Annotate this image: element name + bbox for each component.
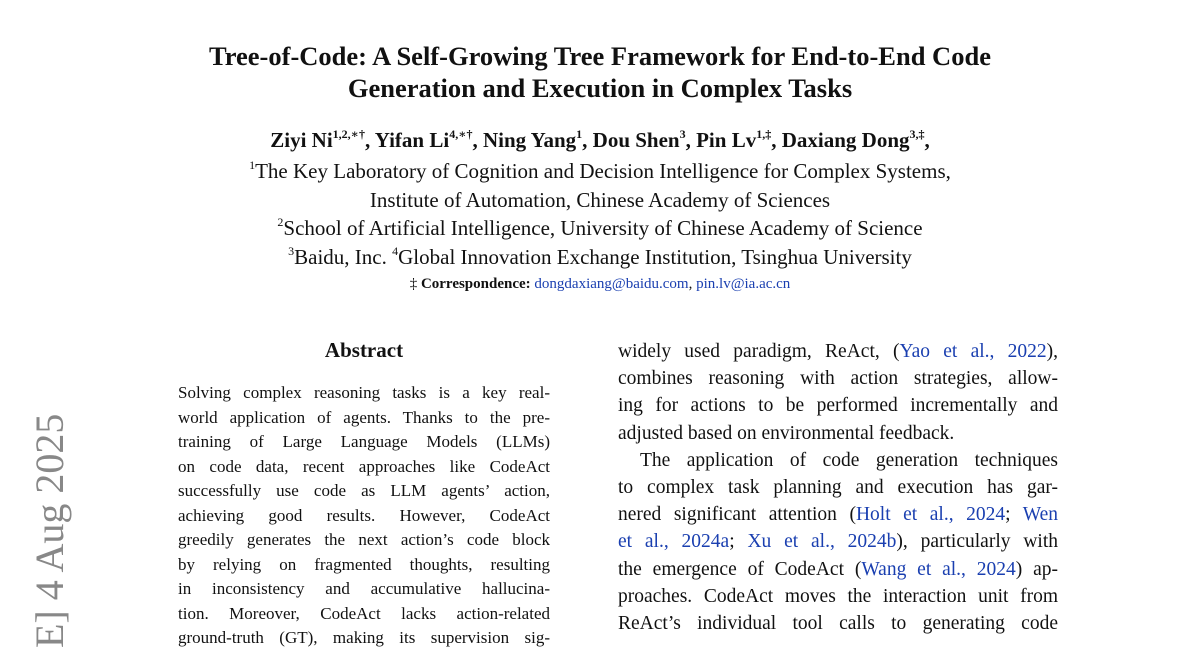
affiliation-1-line-2: Institute of Automation, Chinese Academy of Sciences	[369, 187, 831, 212]
abstract-line: in inconsistency and accumulative hallucina-	[178, 579, 550, 598]
body-line	[618, 528, 1058, 555]
abstract-line: on code data, recent approaches like CodeAct	[178, 456, 550, 476]
citation-link-wen-2024a-cont[interactable]: et al., 2024a	[618, 531, 730, 553]
citation-link-xu-2024b[interactable]: Xu et al., 2024b	[747, 531, 897, 553]
author-separator: ,	[364, 128, 375, 152]
arxiv-identifier-stamp: E] 4 Aug 2025	[27, 413, 72, 648]
author-separator: ,	[771, 128, 782, 152]
author-list	[0, 127, 1200, 153]
author-separator: ,	[924, 128, 930, 152]
abstract-line: Solving complex reasoning tasks is a key real-	[178, 383, 550, 402]
correspondence-line	[0, 274, 1200, 294]
abstract-heading: Abstract	[324, 338, 404, 362]
author-marks: 1,2,∗†	[332, 127, 365, 141]
citation-link-yao-2022[interactable]: Yao et al., 2022	[899, 341, 1047, 362]
abstract-line: successfully use code as LLM agents’ action,	[178, 481, 550, 500]
affiliation-text: School of Artificial Intelligence, University of Chinese Academy of Science	[283, 216, 923, 240]
abstract-line: tion. Moreover, CodeAct lacks action-related	[178, 603, 550, 623]
intro-column	[618, 338, 1058, 637]
affiliation-text: The Key Laboratory of Cognition and Decision Intelligence for Complex Systems,	[255, 159, 951, 183]
abstract-line: ground-truth (GT), making its supervision sig-	[178, 628, 550, 647]
author-name: Yifan Li	[374, 128, 450, 152]
double-dagger-symbol: ‡	[409, 276, 421, 292]
body-line: The application of code generation techniques	[640, 449, 1058, 471]
author-separator: ,	[582, 128, 593, 152]
author-separator: ,	[472, 128, 483, 152]
abstract-line: by relying on fragmented thoughts, resulting	[178, 554, 550, 574]
body-line: to complex task planning and execution has gar-	[618, 477, 1058, 499]
affiliation-mark: 4	[392, 243, 399, 258]
body-text: ),	[1046, 341, 1059, 362]
body-text: ) ap-	[1015, 558, 1058, 580]
abstract-body	[178, 381, 550, 651]
body-line: combines reasoning with action strategies, allow-	[618, 368, 1058, 390]
body-line: proaches. CodeAct moves the interaction unit from	[618, 585, 1058, 607]
body-line	[618, 556, 1058, 583]
correspondence-label: Correspondence:	[420, 276, 531, 292]
affiliation-mark: 1	[249, 158, 256, 172]
body-text: widely used paradigm, ReAct, (	[618, 341, 900, 362]
body-line: ReAct’s individual tool calls to generating code	[618, 613, 1058, 635]
body-line	[618, 501, 1058, 528]
affiliation-text: Baidu, Inc.	[294, 244, 393, 269]
body-line	[618, 338, 1058, 365]
author-marks: 3	[679, 127, 686, 141]
abstract-line: training of Large Language Models (LLMs)	[178, 432, 550, 451]
abstract-line: world application of agents. Thanks to the pre-	[178, 407, 550, 427]
affiliation-3-4	[0, 243, 1200, 272]
body-text: ;	[729, 531, 748, 553]
body-line: adjusted based on environmental feedback.	[618, 422, 955, 444]
affiliation-2	[0, 214, 1200, 243]
citation-link-holt-2024[interactable]: Holt et al., 2024	[855, 504, 1006, 526]
body-line: ing for actions to be performed incrementally and	[618, 395, 1058, 417]
paper-title-line-2: Generation and Execution in Complex Tasks	[347, 73, 853, 103]
email-link-dongdaxiang[interactable]: dongdaxiang@baidu.com	[534, 276, 689, 292]
author-name: Pin Lv	[696, 128, 757, 152]
author-name: Ziyi Ni	[270, 128, 333, 152]
body-text: ;	[1005, 504, 1023, 526]
affiliation-mark: 3	[288, 243, 295, 258]
citation-link-wang-2024[interactable]: Wang et al., 2024	[861, 558, 1016, 580]
author-name: Daxiang Dong	[781, 128, 910, 152]
author-name: Dou Shen	[592, 128, 680, 152]
affiliation-mark: 2	[277, 215, 284, 229]
abstract-line: achieving good results. However, CodeAct	[178, 505, 550, 525]
author-separator: ,	[685, 128, 697, 152]
email-separator: ,	[688, 276, 697, 292]
body-text: nered significant attention (	[618, 504, 856, 526]
author-name: Ning Yang	[482, 128, 577, 152]
author-marks: 4,∗†	[449, 127, 473, 141]
affiliations	[0, 157, 1200, 271]
body-text: ), particularly with	[896, 531, 1058, 553]
paper-title	[0, 40, 1200, 104]
author-marks: 1	[576, 127, 583, 141]
citation-link-wen-2024a[interactable]: Wen	[1022, 504, 1058, 526]
body-text: the emergence of CodeAct (	[618, 558, 862, 580]
affiliation-text: Global Innovation Exchange Institution, Tsinghua University	[398, 244, 912, 269]
abstract-line: greedily generates the next action’s code block	[178, 530, 550, 549]
author-marks: 1,‡	[756, 127, 772, 141]
email-link-pinlv[interactable]: pin.lv@ia.ac.cn	[696, 276, 791, 292]
paper-title-line-1: Tree-of-Code: A Self-Growing Tree Framework for End-to-End Code	[209, 41, 991, 71]
affiliation-1-line-1	[0, 157, 1200, 186]
author-marks: 3,‡	[909, 127, 925, 141]
